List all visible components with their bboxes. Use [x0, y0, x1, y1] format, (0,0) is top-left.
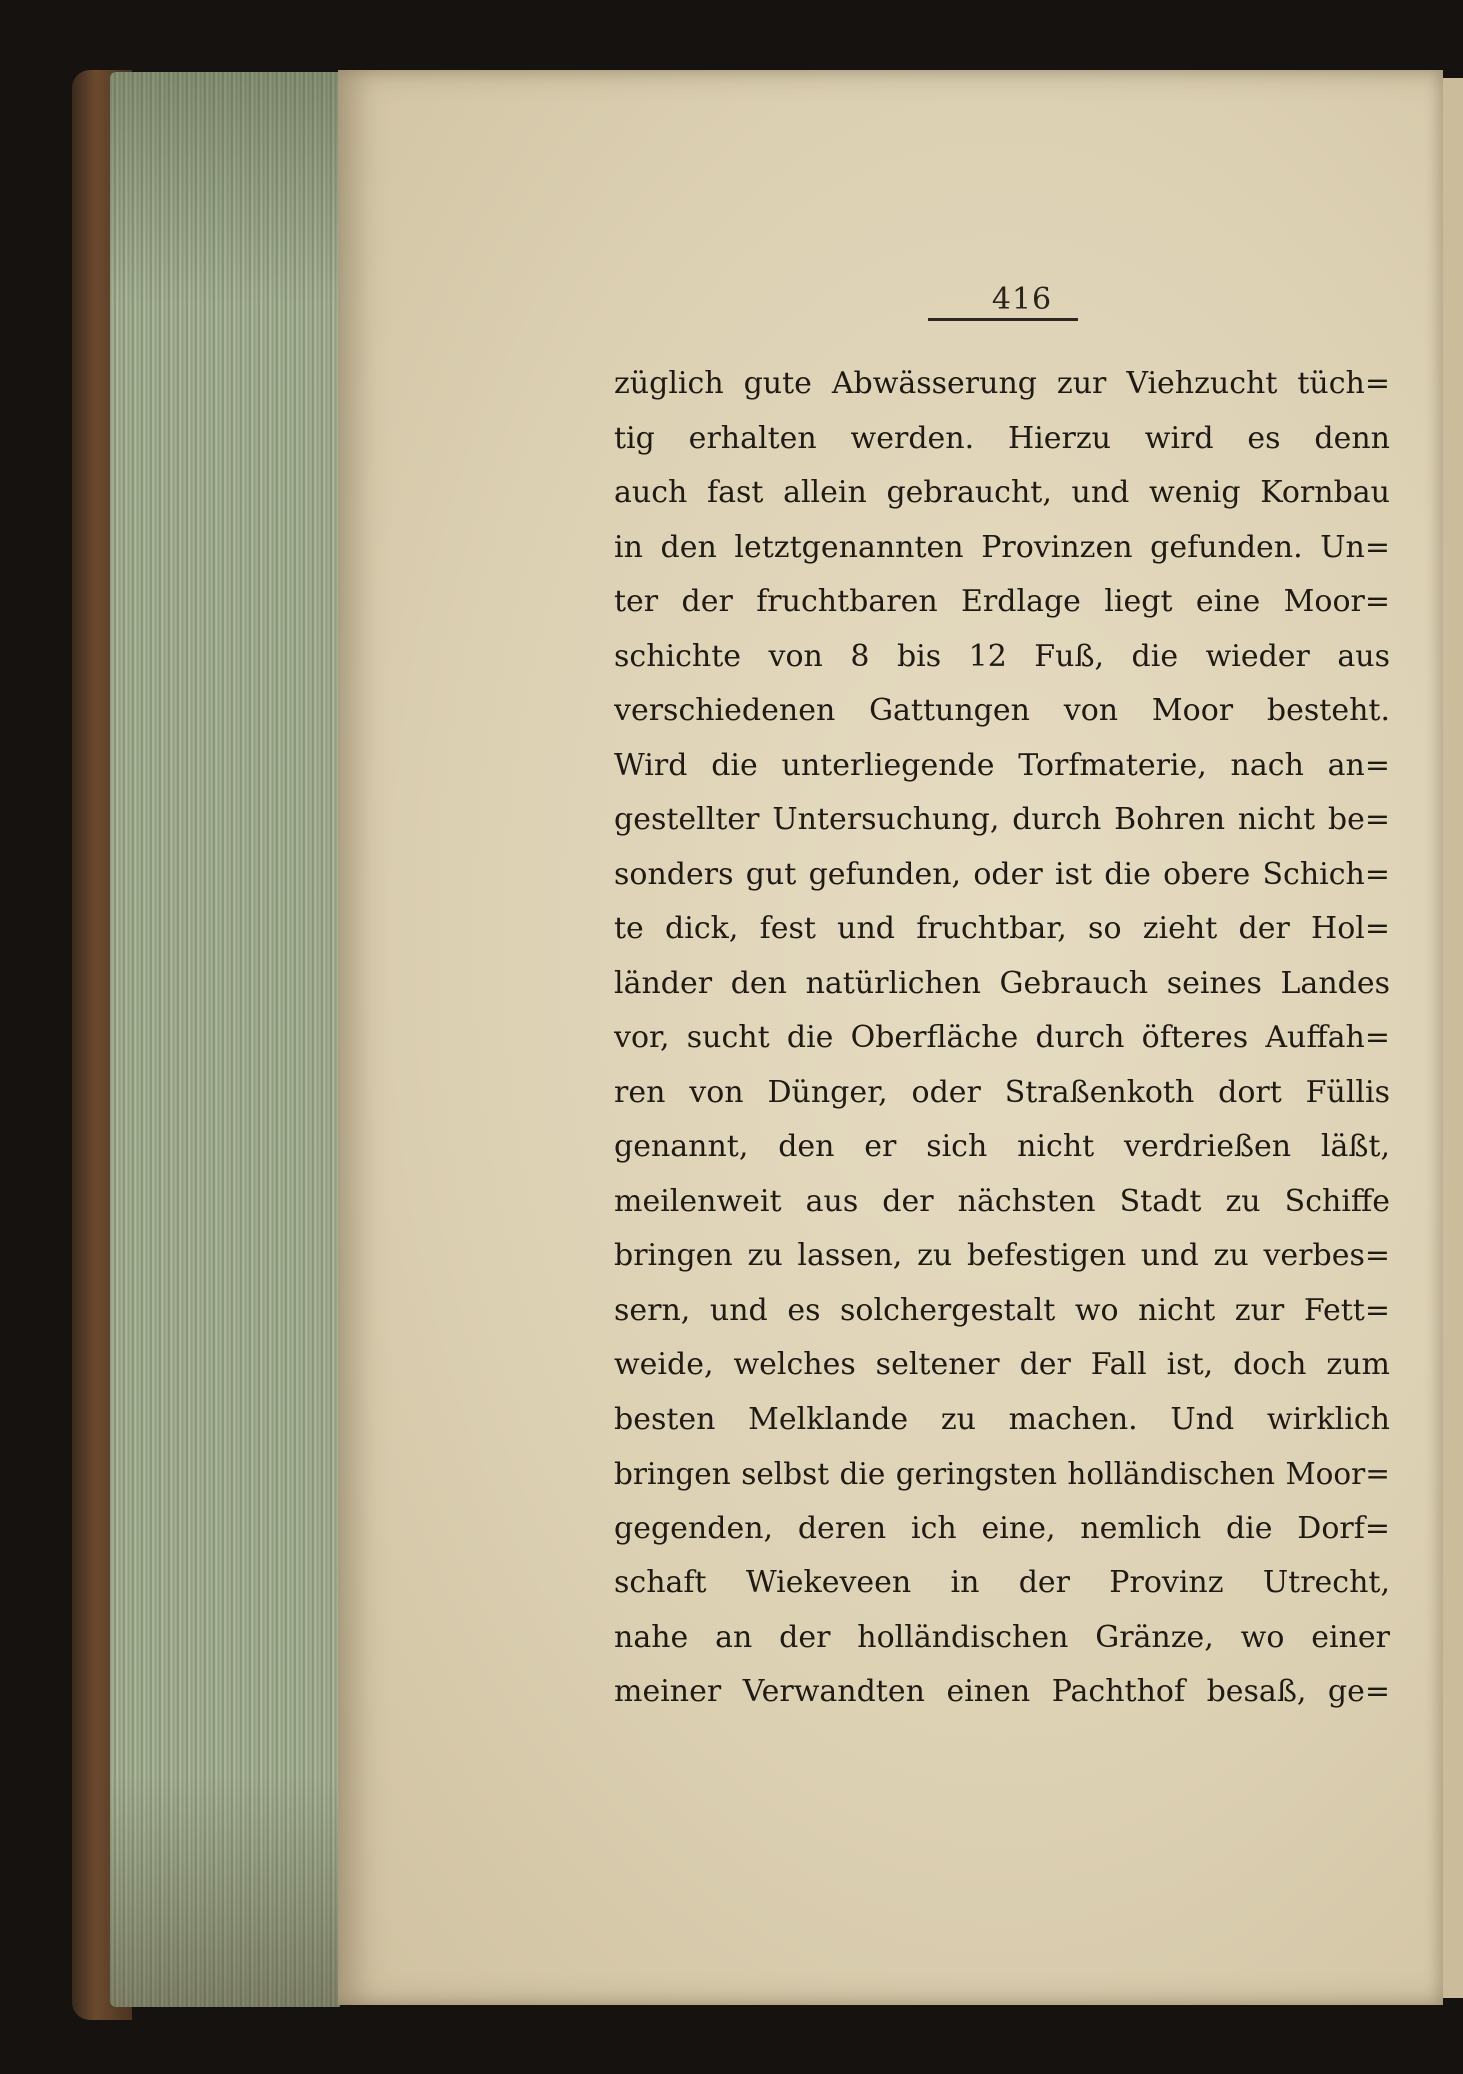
text-line: züglich gute Abwässerung zur Viehzucht tüch=: [614, 366, 1390, 401]
text-line: vor, sucht die Oberfläche durch öfteres Auffah=: [614, 1020, 1390, 1055]
page-number: 416: [991, 282, 1053, 317]
text-line: bringen selbst die geringsten holländischen Moor=: [614, 1457, 1390, 1491]
text-line: tig erhalten werden. Hierzu wird es denn: [614, 420, 1390, 456]
text-line: schaft Wiekeveen in der Provinz Utrecht,: [614, 1565, 1390, 1600]
text-line: länder den natürlichen Gebrauch seines Landes: [614, 965, 1390, 1001]
text-line: verschiedenen Gattungen von Moor besteht.: [614, 693, 1390, 728]
page-number-rule: [928, 318, 1078, 321]
text-line: schichte von 8 bis 12 Fuß, die wieder aus: [614, 638, 1390, 674]
body-text: [614, 357, 1390, 1720]
text-line: bringen zu lassen, zu befestigen und zu verbes=: [614, 1238, 1390, 1273]
text-line: in den letztgenannten Provinzen gefunden. Un=: [614, 529, 1390, 565]
text-line: sern, und es solchergestalt wo nicht zur Fett=: [614, 1292, 1390, 1328]
facing-page-sliver: [1443, 78, 1463, 1998]
text-line: meilenweit aus der nächsten Stadt zu Schiffe: [614, 1183, 1390, 1219]
text-line: meiner Verwandten einen Pachthof besaß, ge=: [614, 1674, 1390, 1709]
text-line: besten Melklande zu machen. Und wirklich: [614, 1401, 1390, 1437]
text-line: genannt, den er sich nicht verdrießen läßt,: [614, 1129, 1390, 1164]
text-line: weide, welches seltener der Fall ist, doch zum: [614, 1347, 1390, 1382]
text-line: nahe an der holländischen Gränze, wo einer: [614, 1619, 1390, 1655]
text-line: sonders gut gefunden, oder ist die obere Schich=: [614, 856, 1390, 892]
text-line: te dick, fest und fruchtbar, so zieht der Hol=: [614, 911, 1390, 946]
text-line: gestellter Untersuchung, durch Bohren nicht be=: [614, 802, 1390, 837]
text-line: auch fast allein gebraucht, und wenig Kornbau: [614, 475, 1390, 510]
text-line: Wird die unterliegende Torfmaterie, nach an=: [614, 747, 1390, 783]
text-line: gegenden, deren ich eine, nemlich die Dorf=: [614, 1510, 1390, 1546]
text-line: ren von Dünger, oder Straßenkoth dort Füllis: [614, 1074, 1390, 1110]
text-line: ter der fruchtbaren Erdlage liegt eine Moor=: [614, 584, 1390, 619]
page-edges-shade: [110, 72, 340, 2007]
